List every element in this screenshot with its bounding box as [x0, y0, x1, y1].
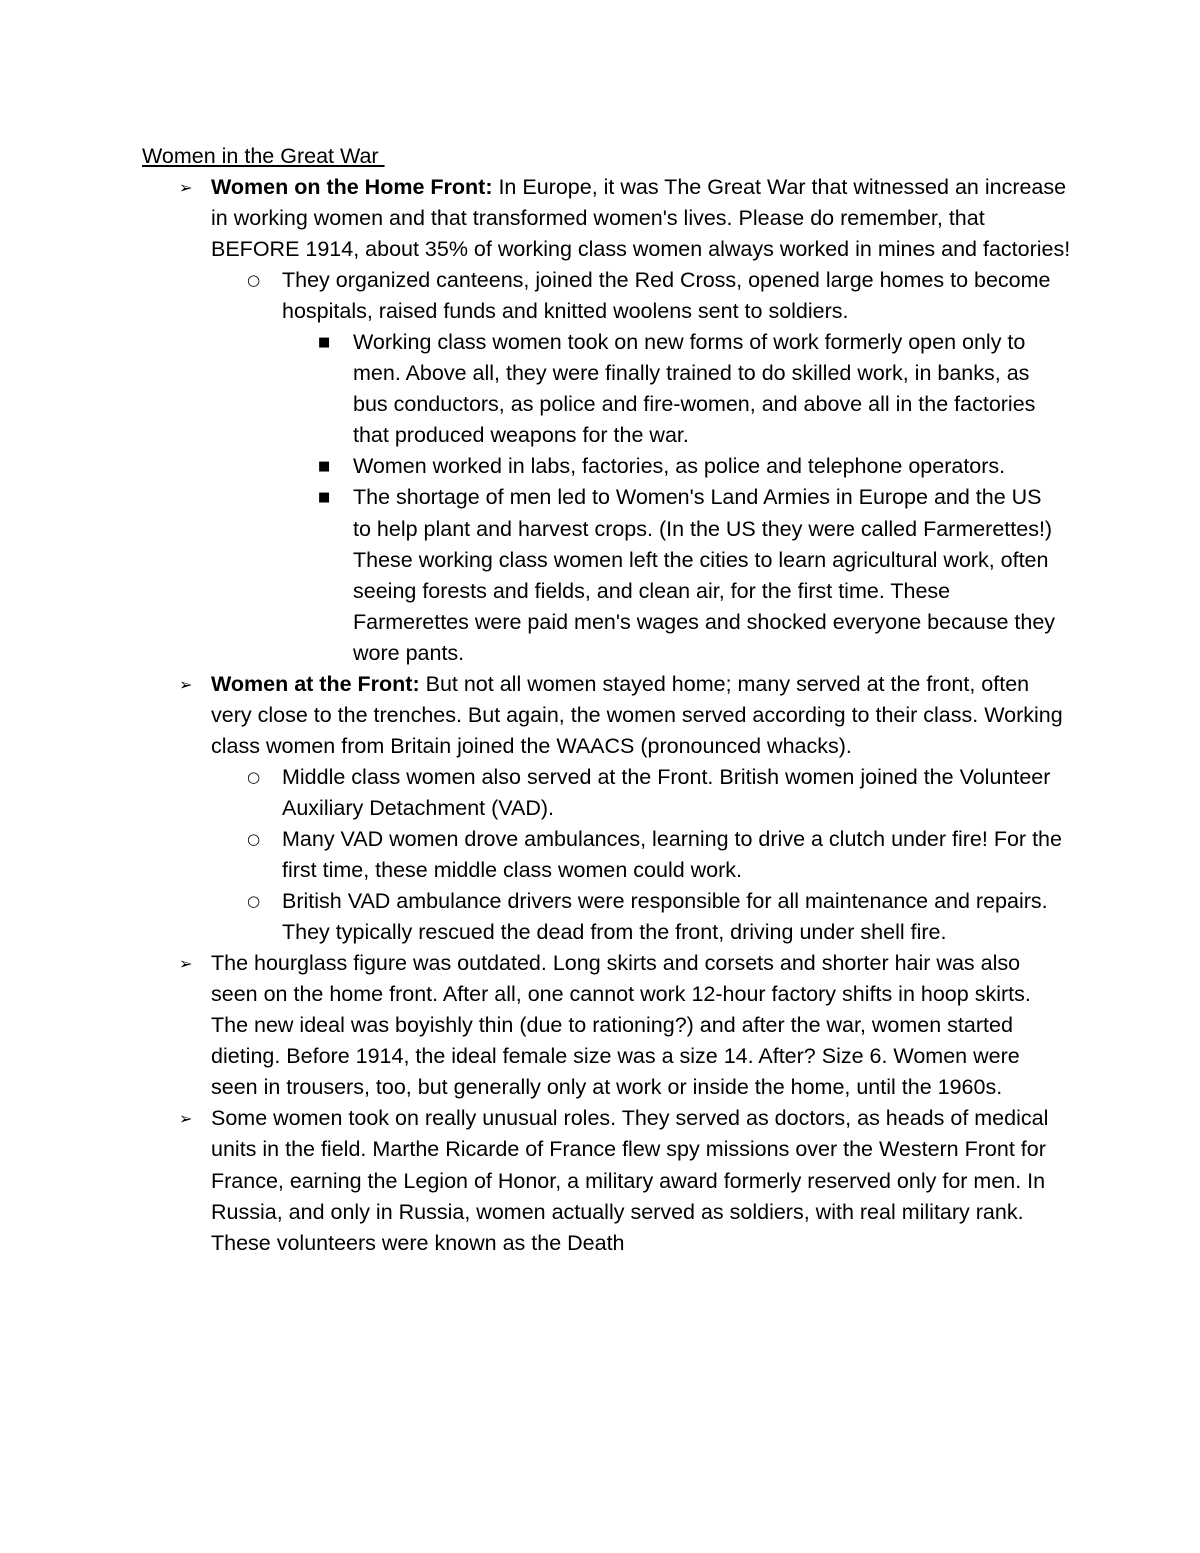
list-item [0, 327, 1063, 451]
square-bullet-icon: ■ [318, 490, 331, 506]
arrow-bullet-icon: ➢ [179, 1109, 193, 1129]
item-text: In Europe, it was The Great War that witnessed an increase in working women and that transformed women's lives. Please do remember, that BEFORE 1914, about 35% of working class women always worked in mines and factories! [211, 175, 1071, 262]
item-text: They organized canteens, joined the Red Cross, opened large homes to become hospitals, raised funds and knitted woolens sent to soldiers. [282, 268, 1051, 324]
item-text: Some women took on really unusual roles. They served as doctors, as heads of medical units in the field. Marthe Ricarde of France flew spy missions over the Western Front for France, earning the Legion of Honor, a military award formerly reserved only for men. In Russia, and only in Russia, women actually served as soldiers, with real military rank. These volunteers were known as the Death [211, 1106, 1049, 1255]
item-label: Women on the Home Front: [211, 175, 493, 199]
item-text: Middle class women also served at the Front. British women joined the Volunteer Auxiliary Detachment (VAD). [282, 764, 1051, 820]
item-text: British VAD ambulance drivers were responsible for all maintenance and repairs. They typically rescued the dead from the front, driving under shell fire. [282, 889, 1048, 945]
list-item [0, 172, 1071, 265]
square-bullet-icon: ■ [318, 459, 331, 475]
arrow-bullet-icon: ➢ [179, 178, 193, 197]
list-item [0, 762, 1062, 824]
item-text: The shortage of men led to Women's Land Armies in Europe and the US to help plant and harvest crops. (In the US they were called Farmerettes!) These working class women left the cities to learn agricultural work, often seeing forests and fields, and clean air, for the first time. These Farmerettes were paid men's wages and shocked everyone because they wore pants. [353, 485, 1056, 665]
list-item [0, 948, 1071, 1103]
list-item [0, 482, 1063, 668]
circle-bullet-icon: ○ [247, 829, 261, 848]
circle-bullet-icon: ○ [247, 271, 261, 290]
arrow-bullet-icon: ➢ [179, 954, 193, 974]
item-label: Women at the Front: [211, 671, 420, 696]
document-title: Women in the Great War [142, 144, 385, 168]
outline-list [0, 172, 1200, 1259]
item-text: Many VAD women drove ambulances, learning to drive a clutch under fire! For the first time, these middle class women could work. [282, 826, 1062, 883]
list-item [0, 451, 1063, 482]
item-text: The hourglass figure was outdated. Long skirts and corsets and shorter hair was also seen on the home front. After all, one cannot work 12-hour factory shifts in hoop skirts. The new ideal was boyishly thin (due to rationing?) and after the war, women started dieting. Before 1914, the ideal female size was a size 14. After? Size 6. Women were seen in trousers, too, but generally only at work or inside the home, until the 1960s. [211, 951, 1031, 1100]
item-text: But not all women stayed home; many served at the front, often very close to the trenches. But again, the women served according to their class. Working class women from Britain joined the WAACS (pronounced whacks). [211, 671, 1063, 758]
circle-bullet-icon: ○ [247, 767, 261, 786]
circle-bullet-icon: ○ [247, 892, 261, 911]
item-text: Working class women took on new forms of work formerly open only to men. Above all, they were finally trained to do skilled work, in banks, as bus conductors, as police and fire-women, and above all in the factories that produced weapons for the war. [353, 330, 1036, 448]
list-item [0, 669, 1071, 762]
arrow-bullet-icon: ➢ [179, 674, 193, 694]
item-text: Women worked in labs, factories, as police and telephone operators. [353, 454, 1006, 479]
list-item [0, 824, 1062, 886]
square-bullet-icon: ■ [318, 335, 331, 351]
list-item [0, 1103, 1071, 1258]
list-item [0, 886, 1062, 948]
list-item [0, 265, 1062, 327]
